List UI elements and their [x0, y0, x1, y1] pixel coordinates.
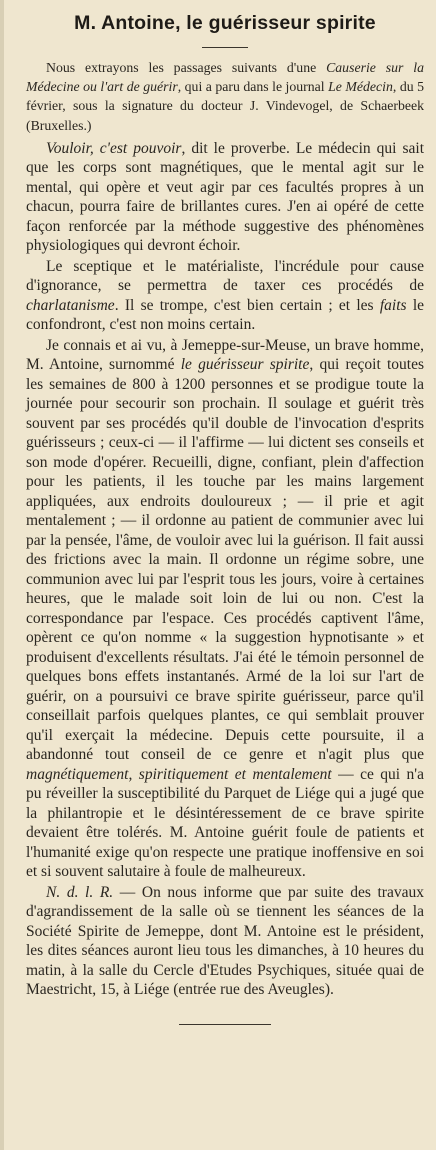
- intro-text-1: Nous extrayons les passages suivants d'une: [46, 60, 327, 75]
- intro-source-title: Causerie sur la Médecine ou l'art de guérir: [26, 60, 424, 95]
- paragraph-1-text: , dit le proverbe. Le médecin qui sait que les corps sont magnétiques, que le mental agit sur le mental, qui opère et veut agir par ces facultés propres à un chacun, pourra faire de brillantes cures. J'en ai opéré de cette façon renforcée par la méthode suggestive des phénomènes physiologiques qui devront échoir.: [26, 139, 424, 255]
- paragraph-1: [26, 139, 424, 256]
- proverb: Vouloir, c'est pouvoir: [46, 139, 182, 157]
- paragraph-2-text-3: le confondront, c'est non moins certain.: [26, 296, 424, 334]
- article-title: M. Antoine, le guérisseur spirite: [74, 12, 376, 34]
- paragraph-3: [26, 336, 424, 882]
- paragraph-2-italic-1: charlatanisme: [26, 296, 115, 314]
- paragraph-3-text-3: — ce qui n'a pu réveiller la susceptibilité du Parquet de Liége qui a jugé que la philantropie et le désintéressement de ce brave spirite devaient être tolérés. M. Antoine guérit foule de patients et l'humanité exige qu'on respecte une pratique inoffensive en soi et si souvent salutaire à foule de malheureux.: [26, 765, 424, 881]
- paragraph-3-italic-2: magnétiquement, spiritiquement et mentalement: [26, 765, 332, 783]
- paragraph-2-text-1: Le sceptique et le matérialiste, l'incrédule pour cause d'ignorance, se permettra de taxer ces procédés de: [26, 257, 424, 295]
- editor-note-label: N. d. l. R.: [46, 883, 114, 901]
- title-rule: [202, 47, 248, 48]
- editor-note-text: — On nous informe que par suite des travaux d'agrandissement de la salle où se tiennent les séances de la Société Spirite de Jemeppe, dont M. Antoine est le président, les dites séances auront lieu tous les dimanches, à 10 heures du matin, à la salle du Cercle d'Etudes Psychiques, située quai de Maestricht, 15, à Liége (entrée rue des Aveugles).: [26, 883, 424, 999]
- paragraph-2: [26, 257, 424, 335]
- intro-text-2: , qui a paru dans le journal: [177, 79, 329, 95]
- paragraph-3-text-2: , qui reçoit toutes les semaines de 800 à 1200 personnes et se prodigue toute la journée pour secourir son prochain. Il soulage et guérit très souvent par ses procédés qu'il double de l'invocation d'esprits guérisseurs ; ceux-ci — il l'affirme — lui dictent ses conseils et son mode d'opérer. Recueilli, digne, confiant, plein d'affection pour les patients, il les touche par les mains largement appliquées, aux endroits douloureux ; — il prie et agit mentalement ; — il ordonne au patient de communier avec lui par la pensée, l'âme, de vouloir avec lui la guérison. Il fait aussi des frictions avec la main. Il ordonne un régime sobre, une communion avec lui par l'esprit tous les jours, voire à certaines heures, que le malade soit loin de lui ou non. C'est la correspondance par l'espace. Ces procédés captivent l'âme, opèrent ce qu'on nomme « la suggestion hypnotisante » et produisent d'excellents résultats. J'ai été le témoin personnel de quelques bons effets instantanés. Armé de la loi sur l'art de guérir, on a poursuivi ce brave spirite guérisseur, parce qu'il conseillait parfois quelques plantes, ce qui semblait prouver qu'il exerçait la médecine. Depuis cette poursuite, il a abandonné tout conseil de ce genre et n'agit plus que: [26, 356, 424, 764]
- intro-text-3: , du 5 février, sous la signature du docteur J. Vindevogel, de Schaerbeek (Bruxelles.): [26, 79, 424, 133]
- intro-paragraph: [26, 58, 424, 135]
- paragraph-3-italic-1: le guérisseur spirite: [180, 356, 310, 374]
- intro-journal-name: Le Médecin: [328, 79, 393, 95]
- page-edge: [0, 0, 4, 1150]
- editor-note: [26, 883, 424, 1000]
- paragraph-2-italic-2: faits: [379, 296, 407, 314]
- paragraph-3-text-1: Je connais et ai vu, à Jemeppe-sur-Meuse, un brave homme, M. Antoine, surnommé: [26, 336, 424, 374]
- paragraph-2-text-2: . Il se trompe, c'est bien certain ; et les: [114, 296, 380, 314]
- end-rule: [179, 1024, 271, 1025]
